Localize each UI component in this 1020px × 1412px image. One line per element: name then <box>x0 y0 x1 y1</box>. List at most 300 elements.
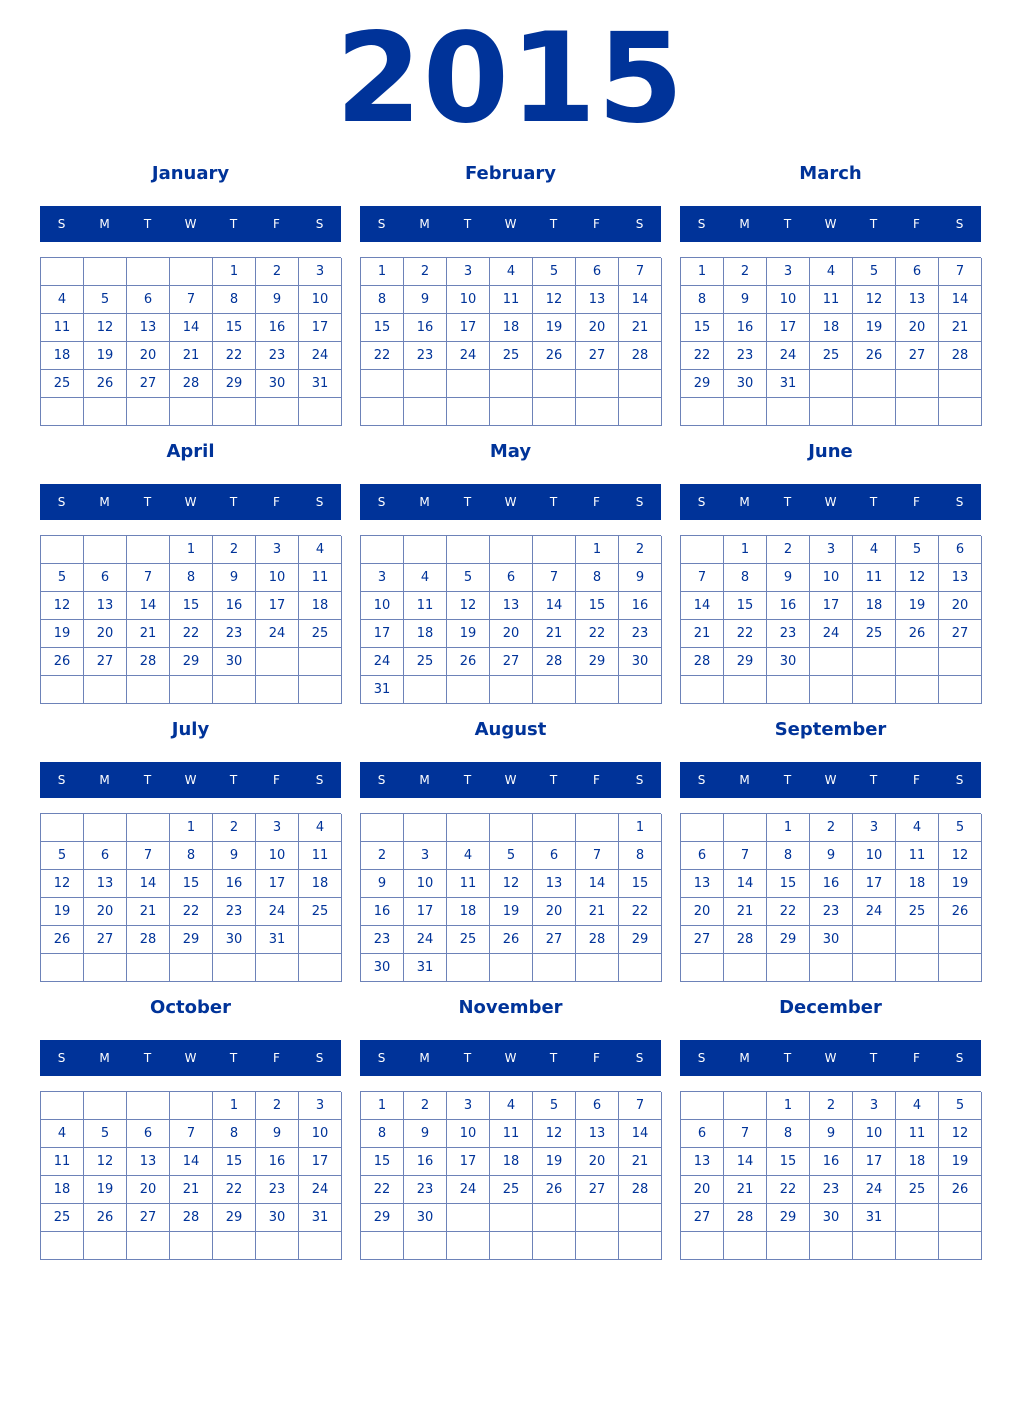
day-cell: 6 <box>896 258 939 286</box>
day-cell: 25 <box>299 620 342 648</box>
day-cell: 13 <box>127 1148 170 1176</box>
day-cell: 27 <box>533 926 576 954</box>
day-cell: 2 <box>810 1092 853 1120</box>
day-cell: 8 <box>619 842 662 870</box>
day-cell: 17 <box>361 620 404 648</box>
weekday-label: F <box>273 217 280 231</box>
day-cell: 31 <box>404 954 447 982</box>
empty-day-cell <box>533 536 576 564</box>
day-cell: 21 <box>576 898 619 926</box>
weekday-header <box>360 484 661 520</box>
empty-day-cell <box>127 954 170 982</box>
empty-day-cell <box>619 398 662 426</box>
weekday-label: S <box>377 217 386 231</box>
empty-day-cell <box>576 814 619 842</box>
day-cell: 20 <box>533 898 576 926</box>
empty-day-cell <box>810 1232 853 1260</box>
empty-day-cell <box>299 926 342 954</box>
weekday-label: T <box>869 217 878 231</box>
day-cell: 7 <box>533 564 576 592</box>
month-title: January <box>151 163 230 184</box>
day-cell: 2 <box>810 814 853 842</box>
weekday-label: S <box>57 1051 66 1065</box>
day-cell: 17 <box>299 314 342 342</box>
empty-day-cell <box>939 648 982 676</box>
day-cell: 20 <box>939 592 982 620</box>
month-title: October <box>150 997 231 1018</box>
day-cell: 12 <box>84 314 127 342</box>
day-cell: 22 <box>576 620 619 648</box>
empty-day-cell <box>767 1232 810 1260</box>
day-cell: 20 <box>681 898 724 926</box>
empty-day-cell <box>681 676 724 704</box>
empty-day-cell <box>127 1092 170 1120</box>
day-cell: 1 <box>361 1092 404 1120</box>
day-cell: 18 <box>41 1176 84 1204</box>
day-cell: 9 <box>213 564 256 592</box>
day-grid <box>680 813 981 982</box>
empty-day-cell <box>170 954 213 982</box>
day-cell: 10 <box>404 870 447 898</box>
weekday-label: T <box>143 1051 152 1065</box>
empty-day-cell <box>939 370 982 398</box>
day-cell: 14 <box>127 592 170 620</box>
day-cell: 10 <box>299 286 342 314</box>
day-cell: 5 <box>84 286 127 314</box>
day-cell: 4 <box>299 814 342 842</box>
day-cell: 29 <box>213 370 256 398</box>
empty-day-cell <box>256 1232 299 1260</box>
empty-day-cell <box>490 370 533 398</box>
day-cell: 15 <box>619 870 662 898</box>
day-cell: 11 <box>490 1120 533 1148</box>
month-title: February <box>464 163 557 184</box>
weekday-label: S <box>635 1051 644 1065</box>
empty-day-cell <box>619 676 662 704</box>
empty-day-cell <box>84 676 127 704</box>
empty-day-cell <box>447 954 490 982</box>
day-cell: 28 <box>619 342 662 370</box>
day-cell: 18 <box>299 870 342 898</box>
empty-day-cell <box>84 1092 127 1120</box>
day-cell: 28 <box>576 926 619 954</box>
day-grid <box>680 1091 981 1260</box>
day-cell: 17 <box>447 1148 490 1176</box>
empty-day-cell <box>490 1204 533 1232</box>
day-cell: 31 <box>853 1204 896 1232</box>
day-cell: 7 <box>576 842 619 870</box>
day-cell: 3 <box>447 1092 490 1120</box>
month-october <box>40 994 341 1264</box>
weekday-header <box>40 206 341 242</box>
weekday-label: T <box>783 217 792 231</box>
day-cell: 15 <box>170 870 213 898</box>
day-cell: 6 <box>84 842 127 870</box>
day-cell: 19 <box>533 1148 576 1176</box>
empty-day-cell <box>404 1232 447 1260</box>
day-cell: 19 <box>84 1176 127 1204</box>
empty-day-cell <box>361 398 404 426</box>
day-cell: 14 <box>576 870 619 898</box>
day-cell: 17 <box>767 314 810 342</box>
day-cell: 11 <box>490 286 533 314</box>
day-cell: 9 <box>619 564 662 592</box>
empty-day-cell <box>681 954 724 982</box>
day-cell: 16 <box>256 314 299 342</box>
day-cell: 18 <box>896 870 939 898</box>
day-cell: 15 <box>767 1148 810 1176</box>
day-cell: 24 <box>853 1176 896 1204</box>
day-cell: 8 <box>681 286 724 314</box>
day-cell: 24 <box>853 898 896 926</box>
weekday-label: F <box>913 773 920 787</box>
weekday-label: T <box>549 495 558 509</box>
empty-day-cell <box>724 954 767 982</box>
day-cell: 27 <box>576 342 619 370</box>
day-cell: 5 <box>41 564 84 592</box>
weekday-label: W <box>184 773 197 787</box>
weekday-label: T <box>549 217 558 231</box>
empty-day-cell <box>404 676 447 704</box>
empty-day-cell <box>256 648 299 676</box>
day-cell: 16 <box>213 592 256 620</box>
day-cell: 12 <box>447 592 490 620</box>
day-cell: 23 <box>256 1176 299 1204</box>
empty-day-cell <box>533 370 576 398</box>
day-cell: 1 <box>724 536 767 564</box>
day-cell: 12 <box>41 592 84 620</box>
day-cell: 3 <box>299 258 342 286</box>
weekday-label: W <box>824 1051 837 1065</box>
day-cell: 7 <box>724 1120 767 1148</box>
year-title: 2015 <box>335 7 685 151</box>
day-cell: 24 <box>447 1176 490 1204</box>
empty-day-cell <box>490 954 533 982</box>
weekday-label: W <box>184 217 197 231</box>
day-cell: 19 <box>447 620 490 648</box>
empty-day-cell <box>404 370 447 398</box>
weekday-label: M <box>99 1051 110 1065</box>
day-cell: 17 <box>853 1148 896 1176</box>
day-cell: 29 <box>619 926 662 954</box>
month-title: April <box>166 441 215 462</box>
day-grid <box>40 1091 341 1260</box>
empty-day-cell <box>896 676 939 704</box>
weekday-label: M <box>419 1051 430 1065</box>
day-cell: 21 <box>127 620 170 648</box>
day-cell: 2 <box>404 258 447 286</box>
empty-day-cell <box>619 954 662 982</box>
day-cell: 7 <box>619 1092 662 1120</box>
weekday-header <box>40 1040 341 1076</box>
empty-day-cell <box>41 1232 84 1260</box>
empty-day-cell <box>810 648 853 676</box>
day-cell: 27 <box>127 370 170 398</box>
empty-day-cell <box>533 814 576 842</box>
day-cell: 19 <box>939 1148 982 1176</box>
day-cell: 15 <box>576 592 619 620</box>
day-cell: 29 <box>170 648 213 676</box>
day-cell: 26 <box>533 342 576 370</box>
day-cell: 8 <box>170 564 213 592</box>
day-cell: 13 <box>681 1148 724 1176</box>
weekday-label: T <box>463 1051 472 1065</box>
month-title: May <box>489 441 532 462</box>
month-may <box>360 438 661 708</box>
empty-day-cell <box>299 648 342 676</box>
weekday-label: S <box>955 495 964 509</box>
day-cell: 12 <box>896 564 939 592</box>
weekday-label: M <box>99 495 110 509</box>
empty-day-cell <box>896 648 939 676</box>
day-cell: 21 <box>170 342 213 370</box>
day-cell: 18 <box>490 314 533 342</box>
day-cell: 10 <box>810 564 853 592</box>
day-cell: 26 <box>41 926 84 954</box>
empty-day-cell <box>896 954 939 982</box>
day-cell: 8 <box>170 842 213 870</box>
day-cell: 21 <box>724 1176 767 1204</box>
day-cell: 15 <box>170 592 213 620</box>
day-cell: 30 <box>213 926 256 954</box>
empty-day-cell <box>939 1204 982 1232</box>
empty-day-cell <box>810 954 853 982</box>
empty-day-cell <box>853 398 896 426</box>
day-cell: 10 <box>853 1120 896 1148</box>
weekday-label: S <box>315 773 324 787</box>
empty-day-cell <box>256 954 299 982</box>
month-january <box>40 160 341 430</box>
day-cell: 20 <box>681 1176 724 1204</box>
day-cell: 17 <box>256 870 299 898</box>
day-cell: 9 <box>404 1120 447 1148</box>
day-cell: 28 <box>681 648 724 676</box>
day-cell: 4 <box>853 536 896 564</box>
empty-day-cell <box>853 676 896 704</box>
empty-day-cell <box>41 258 84 286</box>
empty-day-cell <box>619 370 662 398</box>
day-cell: 21 <box>127 898 170 926</box>
day-cell: 24 <box>767 342 810 370</box>
day-cell: 9 <box>724 286 767 314</box>
day-cell: 27 <box>896 342 939 370</box>
day-grid <box>680 257 981 426</box>
empty-day-cell <box>170 676 213 704</box>
day-cell: 18 <box>404 620 447 648</box>
day-cell: 10 <box>853 842 896 870</box>
day-cell: 8 <box>361 1120 404 1148</box>
day-cell: 2 <box>256 258 299 286</box>
day-cell: 30 <box>361 954 404 982</box>
day-cell: 24 <box>404 926 447 954</box>
weekday-label: F <box>273 773 280 787</box>
weekday-label: F <box>593 1051 600 1065</box>
day-cell: 12 <box>853 286 896 314</box>
weekday-label: M <box>739 217 750 231</box>
day-cell: 4 <box>299 536 342 564</box>
day-cell: 2 <box>256 1092 299 1120</box>
empty-day-cell <box>170 258 213 286</box>
day-grid <box>360 257 661 426</box>
day-cell: 19 <box>490 898 533 926</box>
empty-day-cell <box>447 676 490 704</box>
day-cell: 7 <box>170 1120 213 1148</box>
weekday-label: W <box>504 495 517 509</box>
empty-day-cell <box>896 370 939 398</box>
weekday-label: F <box>913 495 920 509</box>
empty-day-cell <box>404 398 447 426</box>
day-cell: 10 <box>299 1120 342 1148</box>
weekday-label: S <box>955 1051 964 1065</box>
day-cell: 28 <box>724 1204 767 1232</box>
day-cell: 2 <box>404 1092 447 1120</box>
day-cell: 14 <box>724 1148 767 1176</box>
weekday-label: T <box>783 773 792 787</box>
day-cell: 22 <box>213 342 256 370</box>
day-cell: 2 <box>213 536 256 564</box>
day-cell: 24 <box>810 620 853 648</box>
day-cell: 16 <box>810 1148 853 1176</box>
day-cell: 19 <box>84 342 127 370</box>
day-cell: 30 <box>724 370 767 398</box>
day-cell: 29 <box>724 648 767 676</box>
weekday-label: T <box>549 773 558 787</box>
day-cell: 18 <box>810 314 853 342</box>
weekday-header <box>360 1040 661 1076</box>
empty-day-cell <box>361 814 404 842</box>
day-cell: 17 <box>810 592 853 620</box>
day-cell: 11 <box>41 1148 84 1176</box>
day-cell: 7 <box>127 842 170 870</box>
day-cell: 12 <box>939 1120 982 1148</box>
weekday-label: W <box>824 495 837 509</box>
month-february <box>360 160 661 430</box>
empty-day-cell <box>576 1232 619 1260</box>
weekday-label: M <box>99 773 110 787</box>
day-cell: 21 <box>939 314 982 342</box>
empty-day-cell <box>447 536 490 564</box>
day-cell: 4 <box>896 814 939 842</box>
day-cell: 13 <box>939 564 982 592</box>
empty-day-cell <box>41 954 84 982</box>
month-august <box>360 716 661 986</box>
empty-day-cell <box>767 398 810 426</box>
day-cell: 11 <box>447 870 490 898</box>
day-cell: 23 <box>213 898 256 926</box>
day-cell: 25 <box>896 1176 939 1204</box>
weekday-label: W <box>504 1051 517 1065</box>
empty-day-cell <box>447 398 490 426</box>
day-cell: 27 <box>576 1176 619 1204</box>
day-grid <box>360 813 661 982</box>
weekday-label: F <box>273 495 280 509</box>
day-cell: 3 <box>447 258 490 286</box>
day-cell: 8 <box>576 564 619 592</box>
weekday-label: S <box>635 495 644 509</box>
day-cell: 2 <box>619 536 662 564</box>
empty-day-cell <box>681 1092 724 1120</box>
day-cell: 14 <box>939 286 982 314</box>
day-cell: 8 <box>767 1120 810 1148</box>
day-cell: 3 <box>853 814 896 842</box>
day-cell: 5 <box>41 842 84 870</box>
empty-day-cell <box>361 370 404 398</box>
day-cell: 13 <box>896 286 939 314</box>
day-cell: 17 <box>299 1148 342 1176</box>
day-cell: 4 <box>490 258 533 286</box>
day-cell: 3 <box>256 536 299 564</box>
day-cell: 7 <box>724 842 767 870</box>
empty-day-cell <box>127 1232 170 1260</box>
weekday-label: T <box>229 773 238 787</box>
month-june <box>680 438 981 708</box>
day-cell: 18 <box>896 1148 939 1176</box>
empty-day-cell <box>724 676 767 704</box>
day-cell: 7 <box>939 258 982 286</box>
day-cell: 1 <box>170 536 213 564</box>
weekday-label: M <box>419 773 430 787</box>
day-cell: 31 <box>767 370 810 398</box>
empty-day-cell <box>404 814 447 842</box>
empty-day-cell <box>84 258 127 286</box>
month-title: July <box>171 719 210 740</box>
weekday-label: F <box>273 1051 280 1065</box>
empty-day-cell <box>896 1204 939 1232</box>
day-cell: 8 <box>361 286 404 314</box>
day-cell: 6 <box>576 258 619 286</box>
day-cell: 21 <box>619 314 662 342</box>
day-cell: 24 <box>256 620 299 648</box>
day-cell: 5 <box>490 842 533 870</box>
empty-day-cell <box>299 954 342 982</box>
day-cell: 5 <box>939 1092 982 1120</box>
empty-day-cell <box>361 1232 404 1260</box>
day-cell: 10 <box>256 842 299 870</box>
day-cell: 6 <box>681 842 724 870</box>
day-cell: 5 <box>939 814 982 842</box>
day-cell: 18 <box>299 592 342 620</box>
day-cell: 22 <box>170 620 213 648</box>
day-cell: 12 <box>533 1120 576 1148</box>
day-cell: 7 <box>170 286 213 314</box>
day-cell: 18 <box>490 1148 533 1176</box>
day-cell: 2 <box>724 258 767 286</box>
day-cell: 3 <box>810 536 853 564</box>
day-cell: 16 <box>767 592 810 620</box>
day-cell: 29 <box>361 1204 404 1232</box>
day-cell: 27 <box>681 1204 724 1232</box>
day-cell: 15 <box>213 1148 256 1176</box>
empty-day-cell <box>576 398 619 426</box>
day-cell: 22 <box>767 898 810 926</box>
weekday-label: S <box>377 1051 386 1065</box>
day-cell: 19 <box>41 620 84 648</box>
empty-day-cell <box>681 536 724 564</box>
day-cell: 26 <box>533 1176 576 1204</box>
empty-day-cell <box>84 814 127 842</box>
day-cell: 14 <box>619 286 662 314</box>
day-cell: 3 <box>299 1092 342 1120</box>
day-cell: 11 <box>853 564 896 592</box>
day-cell: 1 <box>170 814 213 842</box>
day-grid <box>40 257 341 426</box>
empty-day-cell <box>127 398 170 426</box>
day-grid <box>680 535 981 704</box>
day-cell: 26 <box>41 648 84 676</box>
empty-day-cell <box>447 814 490 842</box>
day-cell: 6 <box>84 564 127 592</box>
day-cell: 18 <box>41 342 84 370</box>
